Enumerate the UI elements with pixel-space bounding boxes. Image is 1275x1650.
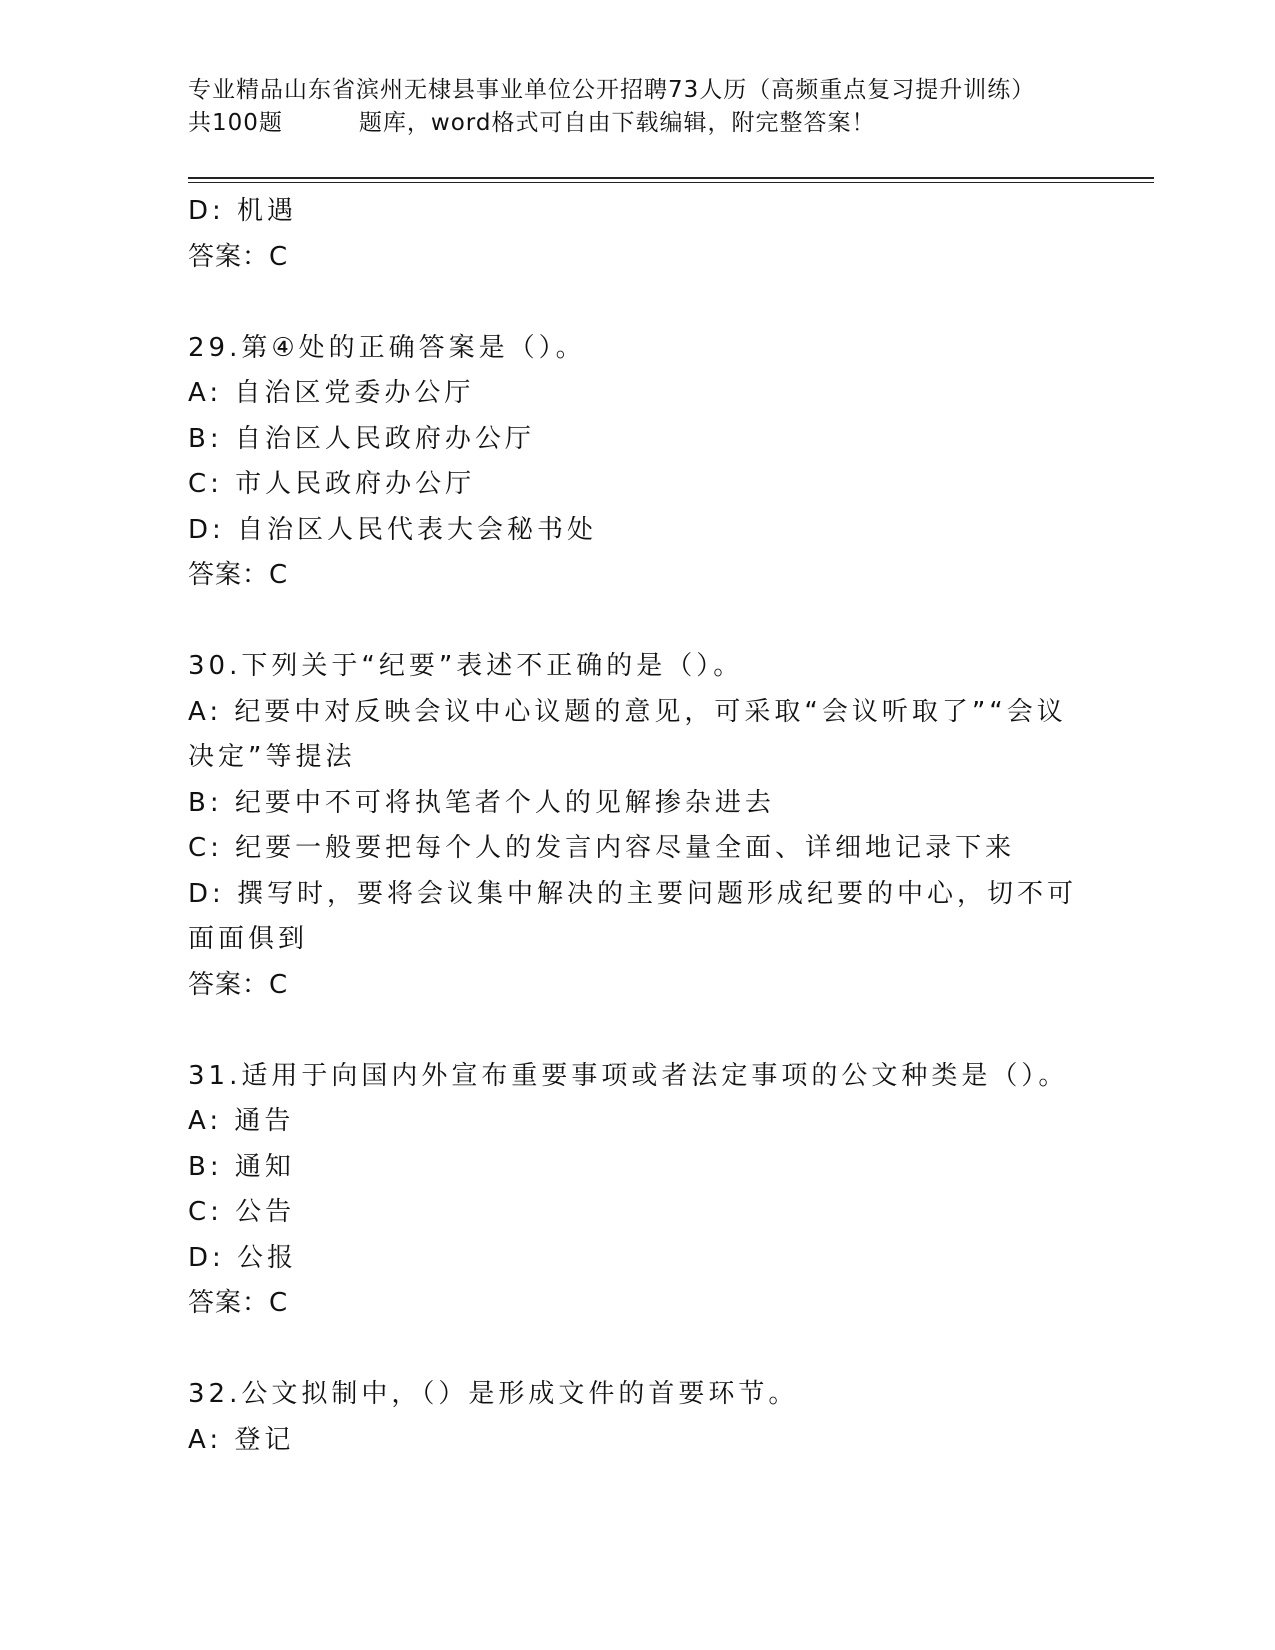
option-a: A: 登记 (188, 1424, 295, 1455)
option-d: D: 自治区人民代表大会秘书处 (188, 514, 598, 545)
answer-value: C (269, 560, 289, 590)
option-a: A: 通告 (188, 1106, 295, 1136)
question-block-28-tail (188, 189, 1088, 280)
question-text: 31.适用于向国内外宣布重要事项或者法定事项的公文种类是（）。 (188, 1060, 1069, 1091)
answer-line (188, 553, 1088, 599)
answer-line (188, 1281, 1088, 1327)
question-list (188, 189, 1088, 1463)
page-header (188, 74, 1068, 140)
option-d: D: 机遇 (188, 196, 298, 226)
question-text: 29.第④处的正确答案是（）。 (188, 332, 586, 363)
header-title-line2 (188, 107, 1068, 140)
option-b: B: 纪要中不可将执笔者个人的见解掺杂进去 (188, 787, 775, 818)
answer-value: C (269, 241, 289, 272)
header-description: 题库，word格式可自由下载编辑，附完整答案！ (358, 110, 876, 136)
question-text: 30.下列关于“纪要”表述不正确的是（）。 (188, 651, 744, 681)
option-c: C: 公告 (188, 1197, 296, 1227)
answer-label: 答案： (188, 241, 270, 272)
option-b: B: 自治区人民政府办公厅 (188, 423, 535, 454)
question-block-31 (188, 1054, 1088, 1327)
option-a: A: 自治区党委办公厅 (188, 378, 475, 408)
option-d: D: 公报 (188, 1242, 298, 1273)
answer-line (188, 235, 1088, 281)
option-b: B: 通知 (188, 1151, 295, 1182)
option-d: D: 撰写时，要将会议集中解决的主要问题形成纪要的中心，切不可面面俱到 (188, 878, 1078, 954)
option-a: A: 纪要中对反映会议中心议题的意见，可采取“会议听取了”“会议决定”等提法 (188, 696, 1067, 772)
header-question-count: 共100题 (188, 110, 283, 136)
answer-label: 答案： (188, 560, 270, 590)
question-block-29 (188, 326, 1088, 599)
answer-value: C (269, 969, 289, 1000)
question-text: 32.公文拟制中，（）是形成文件的首要环节。 (188, 1379, 799, 1409)
answer-label: 答案： (188, 1288, 270, 1318)
answer-line (188, 963, 1088, 1009)
header-divider-thin (188, 182, 1154, 183)
answer-label: 答案： (188, 969, 270, 1000)
header-divider-thick (188, 177, 1154, 179)
header-title-line1: 专业精品山东省滨州无棣县事业单位公开招聘73人历（高频重点复习提升训练） (188, 77, 1036, 103)
question-block-30 (188, 644, 1088, 1008)
answer-value: C (269, 1288, 289, 1318)
question-block-32 (188, 1372, 1088, 1463)
option-c: C: 纪要一般要把每个人的发言内容尽量全面、详细地记录下来 (188, 833, 1016, 863)
option-c: C: 市人民政府办公厅 (188, 469, 476, 499)
